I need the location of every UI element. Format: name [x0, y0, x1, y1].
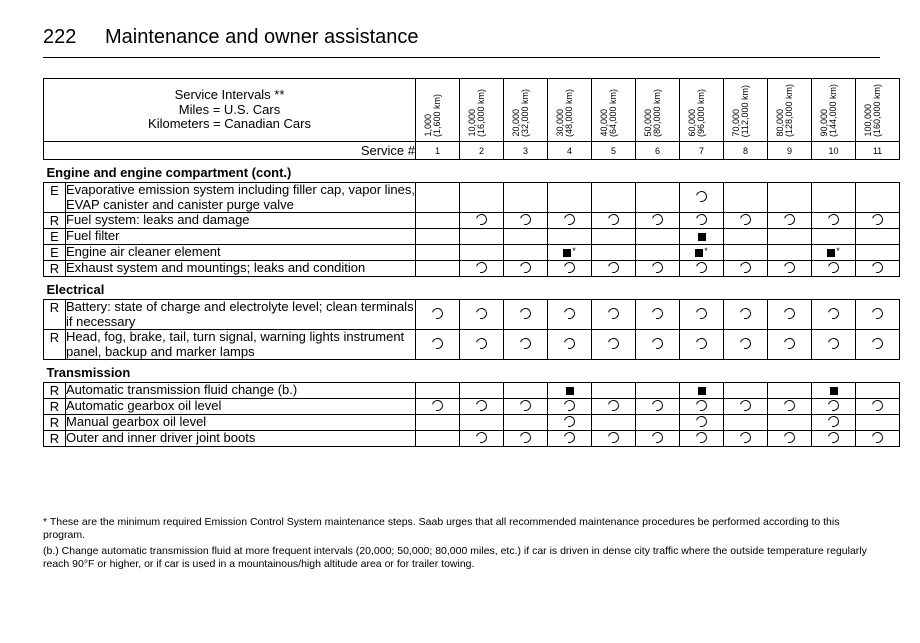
header-rule	[43, 57, 880, 58]
inspect-circle-icon	[606, 211, 621, 226]
inspect-circle-icon	[694, 188, 709, 203]
interval-mark	[856, 431, 900, 447]
page-number: 222	[43, 26, 77, 48]
inspect-circle-icon	[430, 397, 445, 412]
interval-miles: 50,000	[643, 109, 654, 137]
interval-mark	[592, 383, 636, 399]
inspect-circle-icon	[606, 429, 621, 444]
inspect-circle-icon	[518, 397, 533, 412]
table-row	[44, 431, 900, 447]
interval-mark	[416, 229, 460, 245]
service-interval-legend	[44, 79, 416, 142]
inspect-circle-icon	[782, 305, 797, 320]
interval-mark	[504, 399, 548, 415]
interval-mark	[460, 431, 504, 447]
interval-miles: 40,000	[599, 109, 610, 137]
service-number: 7	[680, 142, 724, 160]
maintenance-task: Outer and inner driver joint boots	[66, 431, 416, 447]
interval-mark	[504, 383, 548, 399]
interval-mark	[416, 300, 460, 330]
interval-mark	[856, 330, 900, 360]
inspect-circle-icon	[738, 211, 753, 226]
inspect-circle-icon	[782, 259, 797, 274]
inspect-circle-icon	[694, 305, 709, 320]
inspect-circle-icon	[738, 397, 753, 412]
inspect-circle-icon	[562, 429, 577, 444]
interval-mark	[460, 415, 504, 431]
inspect-circle-icon	[870, 429, 885, 444]
inspect-circle-icon	[650, 429, 665, 444]
interval-mark	[548, 245, 592, 261]
interval-mark	[636, 330, 680, 360]
inspect-circle-icon	[474, 397, 489, 412]
interval-mark	[504, 245, 548, 261]
interval-km: (80,000 km)	[652, 88, 663, 137]
interval-mark	[636, 261, 680, 277]
table-row	[44, 399, 900, 415]
inspect-circle-icon	[826, 413, 841, 428]
operation-code: E	[44, 183, 66, 213]
interval-mark	[812, 330, 856, 360]
interval-header	[636, 79, 680, 142]
operation-code: R	[44, 431, 66, 447]
inspect-circle-icon	[562, 259, 577, 274]
interval-mark	[636, 213, 680, 229]
interval-mark	[548, 261, 592, 277]
inspect-circle-icon	[474, 211, 489, 226]
interval-mark	[592, 300, 636, 330]
table-row	[44, 213, 900, 229]
maintenance-task: Manual gearbox oil level	[66, 415, 416, 431]
inspect-circle-icon	[782, 429, 797, 444]
interval-mark	[680, 261, 724, 277]
interval-mark	[416, 399, 460, 415]
interval-mark	[592, 229, 636, 245]
interval-mark	[592, 431, 636, 447]
inspect-circle-icon	[738, 429, 753, 444]
replace-square-icon	[566, 387, 574, 395]
interval-mark	[856, 229, 900, 245]
maintenance-task: Fuel filter	[66, 229, 416, 245]
interval-mark	[724, 213, 768, 229]
inspect-circle-icon	[650, 335, 665, 350]
inspect-circle-icon	[474, 429, 489, 444]
interval-mark	[856, 383, 900, 399]
interval-mark	[504, 431, 548, 447]
interval-mark	[856, 415, 900, 431]
legend-line-2: Miles = U.S. Cars	[178, 101, 281, 117]
service-number: 8	[724, 142, 768, 160]
interval-miles: 1,000	[423, 114, 434, 137]
section-title: Electrical	[44, 277, 900, 300]
interval-header	[768, 79, 812, 142]
interval-mark	[768, 213, 812, 229]
interval-mark	[768, 261, 812, 277]
inspect-circle-icon	[870, 211, 885, 226]
interval-mark	[504, 213, 548, 229]
inspect-circle-icon	[694, 413, 709, 428]
interval-mark	[416, 245, 460, 261]
operation-code: R	[44, 213, 66, 229]
interval-mark	[768, 415, 812, 431]
maintenance-task: Evaporative emission system including filler cap, vapor lines, EVAP canister and canister purge valve	[66, 182, 415, 212]
inspect-circle-icon	[430, 305, 445, 320]
inspect-circle-icon	[650, 211, 665, 226]
service-number: 4	[548, 142, 592, 160]
interval-mark	[768, 183, 812, 213]
inspect-circle-icon	[606, 305, 621, 320]
operation-code: R	[44, 399, 66, 415]
table-row	[44, 415, 900, 431]
inspect-circle-icon	[694, 397, 709, 412]
interval-miles: 90,000	[819, 109, 830, 137]
inspect-circle-icon	[826, 335, 841, 350]
inspect-circle-icon	[562, 413, 577, 428]
interval-mark	[504, 415, 548, 431]
inspect-circle-icon	[562, 335, 577, 350]
interval-mark	[812, 431, 856, 447]
inspect-circle-icon	[562, 211, 577, 226]
interval-header	[548, 79, 592, 142]
interval-mark	[724, 399, 768, 415]
interval-mark	[416, 261, 460, 277]
legend-line-1: Service Intervals **	[174, 87, 285, 103]
interval-mark	[768, 229, 812, 245]
interval-mark	[548, 300, 592, 330]
section-header-row	[44, 360, 900, 383]
interval-mark	[460, 330, 504, 360]
emission-asterisk: *	[572, 245, 576, 256]
interval-header	[592, 79, 636, 142]
interval-miles: 80,000	[775, 109, 786, 137]
interval-mark	[724, 183, 768, 213]
interval-mark	[548, 213, 592, 229]
interval-mark	[812, 213, 856, 229]
interval-mark	[416, 330, 460, 360]
interval-mark	[680, 399, 724, 415]
interval-mark	[680, 300, 724, 330]
interval-miles: 20,000	[511, 109, 522, 137]
inspect-circle-icon	[826, 259, 841, 274]
interval-mark	[636, 431, 680, 447]
inspect-circle-icon	[738, 305, 753, 320]
inspect-circle-icon	[650, 305, 665, 320]
interval-mark	[504, 261, 548, 277]
interval-mark	[592, 399, 636, 415]
interval-km: (96,000 km)	[696, 88, 707, 137]
inspect-circle-icon	[870, 335, 885, 350]
inspect-circle-icon	[694, 259, 709, 274]
maintenance-task: Engine air cleaner element	[66, 245, 416, 261]
footnote-emission: * These are the minimum required Emission Control System maintenance steps. Saab urges that all recommended maintenance procedures be performed according to this program.	[43, 516, 840, 541]
table-row	[44, 383, 900, 399]
interval-mark	[416, 383, 460, 399]
interval-mark	[768, 330, 812, 360]
inspect-circle-icon	[826, 211, 841, 226]
table-row	[44, 183, 900, 213]
service-number-row	[44, 142, 900, 160]
interval-mark	[548, 399, 592, 415]
inspect-circle-icon	[650, 259, 665, 274]
interval-mark	[460, 213, 504, 229]
interval-mark	[592, 245, 636, 261]
interval-km: (16,000 km)	[476, 88, 487, 137]
interval-mark	[680, 183, 724, 213]
table-row	[44, 300, 900, 330]
footnote-transmission-fluid: (b.) Change automatic transmission fluid at more frequent intervals (20,000; 50,000; 80,000 miles, etc.) if car is driven in dense city traffic where the outside temperature regularly reach 90°F or higher, or if car is used in a mountainous/high altitude area or for trailer towing.	[43, 545, 867, 570]
operation-code: R	[44, 300, 66, 330]
interval-mark	[724, 383, 768, 399]
interval-mark	[548, 431, 592, 447]
footnotes	[43, 516, 883, 574]
interval-mark	[504, 229, 548, 245]
interval-mark	[460, 300, 504, 330]
interval-header	[416, 79, 460, 142]
replace-square-icon	[827, 249, 835, 257]
interval-mark	[548, 383, 592, 399]
interval-mark	[636, 245, 680, 261]
interval-mark	[592, 213, 636, 229]
interval-mark	[812, 399, 856, 415]
inspect-circle-icon	[518, 335, 533, 350]
interval-mark	[724, 415, 768, 431]
interval-mark	[768, 245, 812, 261]
inspect-circle-icon	[826, 397, 841, 412]
interval-mark	[592, 330, 636, 360]
operation-code: R	[44, 261, 66, 277]
interval-mark	[548, 330, 592, 360]
interval-mark	[812, 229, 856, 245]
interval-mark	[592, 415, 636, 431]
interval-km: (32,000 km)	[520, 88, 531, 137]
interval-mark	[460, 229, 504, 245]
operation-code: R	[44, 330, 66, 360]
interval-header	[812, 79, 856, 142]
inspect-circle-icon	[870, 305, 885, 320]
interval-mark	[636, 415, 680, 431]
interval-mark	[856, 399, 900, 415]
interval-mark	[680, 229, 724, 245]
interval-mark	[636, 300, 680, 330]
interval-mark	[636, 229, 680, 245]
interval-mark	[592, 261, 636, 277]
interval-mark	[460, 183, 504, 213]
replace-square-icon	[698, 233, 706, 241]
interval-header	[460, 79, 504, 142]
interval-km: (144,000 km)	[828, 83, 839, 137]
interval-miles: 10,000	[467, 109, 478, 137]
maintenance-task: Fuel system: leaks and damage	[66, 213, 416, 229]
section-header-row	[44, 160, 900, 183]
service-number: 5	[592, 142, 636, 160]
replace-square-icon	[563, 249, 571, 257]
inspect-circle-icon	[606, 397, 621, 412]
interval-mark	[724, 330, 768, 360]
section-title: Transmission	[44, 360, 900, 383]
interval-mark	[812, 183, 856, 213]
table-row	[44, 261, 900, 277]
interval-mark	[856, 245, 900, 261]
inspect-circle-icon	[606, 259, 621, 274]
interval-km: (128,000 km)	[784, 83, 795, 137]
interval-mark	[856, 183, 900, 213]
inspect-circle-icon	[474, 259, 489, 274]
inspect-circle-icon	[782, 397, 797, 412]
inspect-circle-icon	[518, 305, 533, 320]
legend-line-3: Kilometers = Canadian Cars	[148, 116, 311, 132]
interval-mark	[768, 399, 812, 415]
replace-square-icon	[830, 387, 838, 395]
inspect-circle-icon	[518, 211, 533, 226]
interval-mark	[856, 213, 900, 229]
interval-header	[504, 79, 548, 142]
maintenance-task: Exhaust system and mountings; leaks and condition	[66, 261, 416, 277]
interval-mark	[812, 383, 856, 399]
interval-mark	[548, 415, 592, 431]
interval-miles: 30,000	[555, 109, 566, 137]
interval-mark	[636, 183, 680, 213]
interval-miles: 100,000	[863, 104, 874, 137]
interval-mark	[768, 431, 812, 447]
interval-mark	[680, 383, 724, 399]
inspect-circle-icon	[694, 211, 709, 226]
interval-mark	[592, 183, 636, 213]
interval-mark	[724, 300, 768, 330]
inspect-circle-icon	[606, 335, 621, 350]
interval-mark	[504, 330, 548, 360]
service-number: 9	[768, 142, 812, 160]
inspect-circle-icon	[474, 305, 489, 320]
interval-mark	[812, 415, 856, 431]
table-row	[44, 245, 900, 261]
replace-square-icon	[698, 387, 706, 395]
interval-mark	[680, 245, 724, 261]
maintenance-task: Head, fog, brake, tail, turn signal, warning lights instrument panel, backup and marker lamps	[66, 330, 416, 360]
interval-mark	[680, 213, 724, 229]
interval-mark	[680, 431, 724, 447]
emission-asterisk: *	[836, 245, 840, 256]
inspect-circle-icon	[738, 259, 753, 274]
inspect-circle-icon	[694, 429, 709, 444]
interval-mark	[812, 261, 856, 277]
interval-km: (48,000 km)	[564, 88, 575, 137]
interval-km: (64,000 km)	[608, 88, 619, 137]
replace-square-icon	[695, 249, 703, 257]
interval-mark	[548, 229, 592, 245]
interval-mark	[856, 261, 900, 277]
inspect-circle-icon	[562, 305, 577, 320]
interval-mark	[724, 431, 768, 447]
interval-mark	[460, 245, 504, 261]
service-number-label: Service #	[44, 142, 416, 160]
interval-km: (112,000 km)	[740, 84, 751, 137]
emission-asterisk: *	[704, 245, 708, 256]
interval-miles: 70,000	[731, 109, 742, 137]
interval-mark	[548, 183, 592, 213]
inspect-circle-icon	[694, 335, 709, 350]
service-number: 11	[856, 142, 900, 160]
inspect-circle-icon	[430, 335, 445, 350]
interval-km: (1,600 km)	[432, 93, 443, 137]
interval-mark	[768, 300, 812, 330]
operation-code: E	[44, 245, 66, 261]
interval-mark	[680, 330, 724, 360]
inspect-circle-icon	[826, 305, 841, 320]
page-header	[43, 26, 880, 54]
inspect-circle-icon	[518, 429, 533, 444]
inspect-circle-icon	[870, 397, 885, 412]
interval-mark	[680, 415, 724, 431]
section-title: Engine and engine compartment (cont.)	[44, 160, 900, 183]
maintenance-task: Battery: state of charge and electrolyte level; clean terminals if necessary	[66, 299, 414, 329]
inspect-circle-icon	[518, 259, 533, 274]
interval-km: (160,000 km)	[872, 83, 883, 137]
inspect-circle-icon	[782, 335, 797, 350]
interval-mark	[724, 229, 768, 245]
interval-mark	[460, 383, 504, 399]
interval-mark	[636, 399, 680, 415]
table-row	[44, 229, 900, 245]
inspect-circle-icon	[650, 397, 665, 412]
interval-mark	[416, 415, 460, 431]
inspect-circle-icon	[738, 335, 753, 350]
interval-header-row	[44, 79, 900, 142]
interval-mark	[724, 261, 768, 277]
interval-mark	[856, 300, 900, 330]
service-number: 6	[636, 142, 680, 160]
inspect-circle-icon	[474, 335, 489, 350]
interval-mark	[724, 245, 768, 261]
interval-miles: 60,000	[687, 109, 698, 137]
interval-mark	[416, 183, 460, 213]
section-header-row	[44, 277, 900, 300]
operation-code: R	[44, 383, 66, 399]
interval-mark	[812, 300, 856, 330]
interval-mark	[636, 383, 680, 399]
inspect-circle-icon	[826, 429, 841, 444]
interval-mark	[416, 213, 460, 229]
inspect-circle-icon	[870, 259, 885, 274]
interval-header	[724, 79, 768, 142]
table-row	[44, 330, 900, 360]
inspect-circle-icon	[782, 211, 797, 226]
service-number: 2	[460, 142, 504, 160]
interval-mark	[416, 431, 460, 447]
interval-mark	[812, 245, 856, 261]
operation-code: E	[44, 229, 66, 245]
interval-mark	[504, 300, 548, 330]
operation-code: R	[44, 415, 66, 431]
inspect-circle-icon	[562, 397, 577, 412]
maintenance-task: Automatic transmission fluid change (b.)	[66, 383, 416, 399]
service-number: 3	[504, 142, 548, 160]
service-number: 10	[812, 142, 856, 160]
interval-mark	[768, 383, 812, 399]
interval-header	[680, 79, 724, 142]
maintenance-schedule-table	[43, 78, 900, 447]
maintenance-task: Automatic gearbox oil level	[66, 399, 416, 415]
interval-mark	[460, 399, 504, 415]
interval-mark	[460, 261, 504, 277]
interval-mark	[504, 183, 548, 213]
service-number: 1	[416, 142, 460, 160]
interval-header	[856, 79, 900, 142]
page-title: Maintenance and owner assistance	[105, 26, 419, 48]
